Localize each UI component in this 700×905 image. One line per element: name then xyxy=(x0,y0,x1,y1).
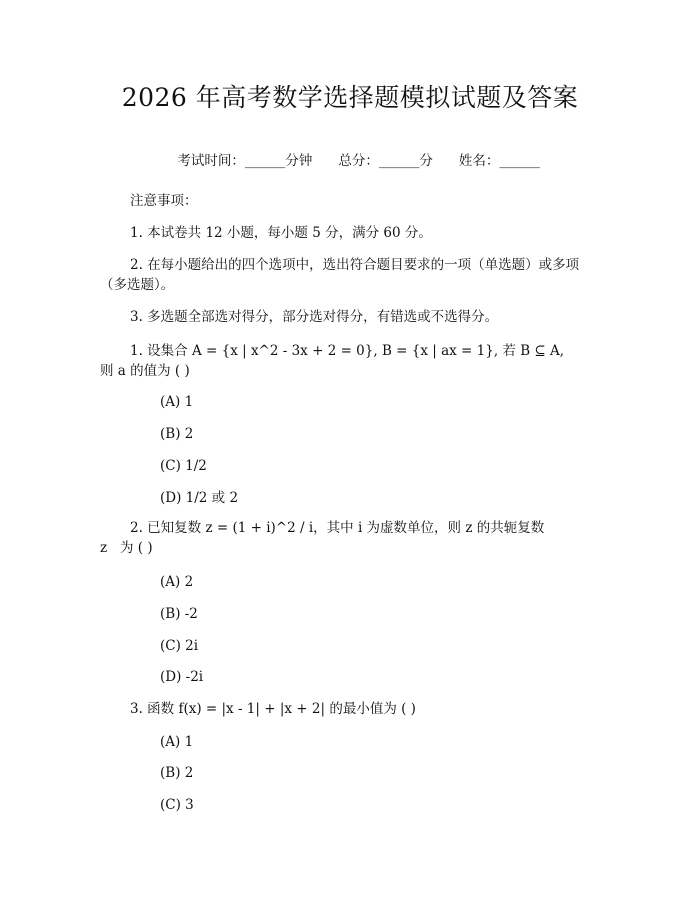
question-stem: 3. 函数 f(x) = |x - 1| + |x + 2| 的最小值为 ( ) xyxy=(130,701,416,717)
name-label: 姓名：______ xyxy=(458,153,540,169)
question-option: (C) 2i xyxy=(160,638,199,654)
question-stem-continuation: 则 a 的值为 ( ) xyxy=(100,363,190,379)
question-option: (A) 2 xyxy=(160,574,194,590)
question-option: (B) 2 xyxy=(160,765,194,781)
question-option: (A) 1 xyxy=(160,394,194,410)
question-option: (D) -2i xyxy=(160,669,204,685)
note-item: 2. 在每小题给出的四个选项中，选出符合题目要求的一项（单选题）或多项 xyxy=(130,257,580,273)
question-option: (C) 1/2 xyxy=(160,458,207,474)
note-item-continuation: （多选题）。 xyxy=(100,277,175,293)
document-title: 2026 年高考数学选择题模拟试题及答案 xyxy=(121,83,579,112)
notes-heading: 注意事项： xyxy=(130,193,198,209)
exam-time-label: 考试时间：______分钟 xyxy=(177,153,313,169)
note-item: 1. 本试卷共 12 小题，每小题 5 分，满分 60 分。 xyxy=(130,225,432,241)
total-score-label: 总分：______分 xyxy=(338,153,433,169)
question-stem-continuation: z 为 ( ) xyxy=(100,540,153,556)
question-stem: 1. 设集合 A = {x | x^2 - 3x + 2 = 0}, B = {x | ax = 1}, 若 B ⊆ A, xyxy=(130,343,565,359)
question-option: (A) 1 xyxy=(160,734,194,750)
note-item: 3. 多选题全部选对得分，部分选对得分，有错选或不选得分。 xyxy=(130,309,499,325)
question-option: (B) -2 xyxy=(160,606,198,622)
exam-meta xyxy=(0,131,700,191)
question-option: (B) 2 xyxy=(160,426,194,442)
question-stem: 2. 已知复数 z = (1 + i)^2 / i，其中 i 为虚数单位，则 z 的共轭复数 xyxy=(130,520,545,536)
question-option: (D) 1/2 或 2 xyxy=(160,490,239,506)
question-option: (C) 3 xyxy=(160,797,194,813)
